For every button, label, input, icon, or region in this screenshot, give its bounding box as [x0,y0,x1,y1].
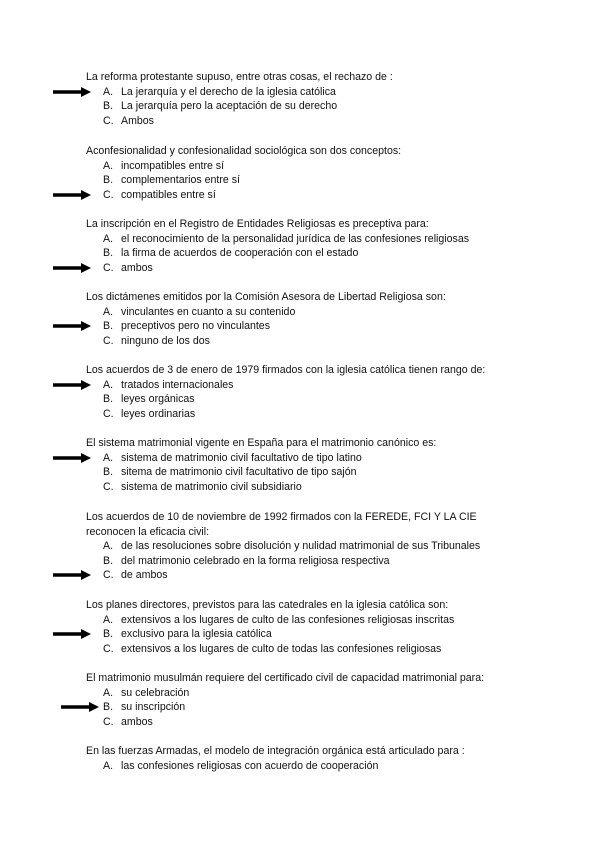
answer-arrow-icon [53,263,91,273]
option-text: leyes orgánicas [121,393,195,406]
question-8 [86,598,526,656]
option-letter: A. [103,759,114,772]
option-text: exclusivo para la iglesia católica [121,628,272,641]
option-b [86,554,526,569]
question-9 [86,671,526,729]
option-letter: B. [103,100,114,113]
option-c [86,261,526,276]
option-letter: C. [103,642,114,655]
question-text: Los dictámenes emitidos por la Comisión Asesora de Libertad Religiosa son: [86,291,446,303]
option-b [86,392,526,407]
option-letter: B. [103,174,114,187]
question-text: Los planes directores, previstos para las catedrales en la iglesia católica son: [86,599,449,611]
option-letter: B. [103,466,114,479]
answer-arrow-icon [53,570,91,580]
question-text: El matrimonio musulmán requiere del certificado civil de capacidad matrimonial para: [86,672,485,684]
option-b [86,465,526,480]
question-text: Aconfesionalidad y confesionalidad sociológica son dos conceptos: [86,145,402,157]
option-text: el reconocimiento de la personalidad jurídica de las confesiones religiosas [121,232,470,245]
option-b [86,173,526,188]
answer-arrow-icon [53,321,91,331]
option-text: preceptivos pero no vinculantes [121,320,270,333]
option-a [86,378,526,393]
option-text: sitema de matrimonio civil facultativo de tipo sajón [121,466,357,479]
option-b [86,700,526,715]
option-a [86,305,526,320]
option-a [86,759,526,774]
option-letter: B. [103,320,114,333]
option-text: ambos [121,261,153,274]
question-7 [86,510,526,583]
option-b [86,246,526,261]
option-text: La jerarquía pero la aceptación de su derecho [121,100,338,113]
option-letter: C. [103,261,114,274]
option-letter: C. [103,480,114,493]
option-text: su inscripción [121,701,186,714]
question-3 [86,217,526,275]
option-letter: C. [103,188,114,201]
option-c [86,568,526,583]
option-letter: A. [103,232,114,245]
option-a [86,159,526,174]
option-text: de ambos [121,569,168,582]
option-letter: A. [103,378,114,391]
question-2 [86,144,526,202]
option-a [86,613,526,628]
option-a [86,686,526,701]
option-text: leyes ordinarias [121,407,196,420]
option-letter: C. [103,114,114,127]
option-text: complementarios entre sí [121,174,240,187]
option-letter: C. [103,569,114,582]
answer-arrow-icon [53,87,91,97]
option-text: extensivos a los lugares de culto de las confesiones religiosas inscritas [121,613,455,626]
option-letter: A. [103,540,114,553]
option-letter: B. [103,393,114,406]
option-text: ninguno de los dos [121,334,210,347]
option-c [86,334,526,349]
option-text: extensivos a los lugares de culto de todas las confesiones religiosas [121,642,442,655]
option-letter: A. [103,613,114,626]
option-c [86,188,526,203]
option-text: La jerarquía y el derecho de la iglesia católica [121,85,336,98]
option-b [86,319,526,334]
option-letter: B. [103,628,114,641]
option-letter: A. [103,85,114,98]
option-b [86,627,526,642]
option-letter: B. [103,247,114,260]
question-text: Los acuerdos de 10 de noviembre de 1992 firmados con la FEREDE, FCI Y LA CIE reconocen la eficacia civil: [86,511,477,538]
option-a [86,232,526,247]
option-text: compatibles entre sí [121,188,216,201]
answer-arrow-icon [53,190,91,200]
question-text: En las fuerzas Armadas, el modelo de integración orgánica está articulado para : [86,745,465,757]
answer-arrow-icon [53,629,91,639]
answer-arrow-icon [61,702,99,712]
question-10 [86,744,526,773]
option-c [86,114,526,129]
question-5 [86,363,526,421]
option-a [86,85,526,100]
option-letter: C. [103,334,114,347]
option-text: tratados internacionales [121,378,234,391]
option-letter: B. [103,554,114,567]
option-letter: C. [103,715,114,728]
question-text: El sistema matrimonial vigente en España para el matrimonio canónico es: [86,437,437,449]
question-6 [86,436,526,494]
option-text: vinculantes en cuanto a su contenido [121,305,296,318]
option-letter: C. [103,407,114,420]
option-letter: A. [103,305,114,318]
option-text: la firma de acuerdos de cooperación con el estado [121,247,359,260]
option-a [86,539,526,554]
option-c [86,642,526,657]
option-text: sistema de matrimonio civil facultativo de tipo latino [121,451,362,464]
option-text: sistema de matrimonio civil subsidiario [121,480,302,493]
option-text: Ambos [121,114,154,127]
option-text: incompatibles entre sí [121,159,225,172]
option-text: ambos [121,715,153,728]
option-a [86,451,526,466]
option-c [86,480,526,495]
option-b [86,99,526,114]
option-letter: A. [103,159,114,172]
option-letter: A. [103,451,114,464]
option-text: las confesiones religiosas con acuerdo de cooperación [121,759,379,772]
option-c [86,407,526,422]
question-text: La reforma protestante supuso, entre otras cosas, el rechazo de : [86,71,393,83]
question-text: La inscripción en el Registro de Entidades Religiosas es preceptiva para: [86,218,429,230]
option-letter: B. [103,701,114,714]
question-text: Los acuerdos de 3 de enero de 1979 firmados con la iglesia católica tienen rango de: [86,364,486,376]
question-1 [86,70,526,128]
answer-arrow-icon [53,453,91,463]
option-text: de las resoluciones sobre disolución y nulidad matrimonial de sus Tribunales [121,540,481,553]
option-letter: A. [103,686,114,699]
option-text: del matrimonio celebrado en la forma religiosa respectiva [121,554,390,567]
question-4 [86,290,526,348]
option-c [86,715,526,730]
answer-arrow-icon [53,380,91,390]
option-text: su celebración [121,686,190,699]
